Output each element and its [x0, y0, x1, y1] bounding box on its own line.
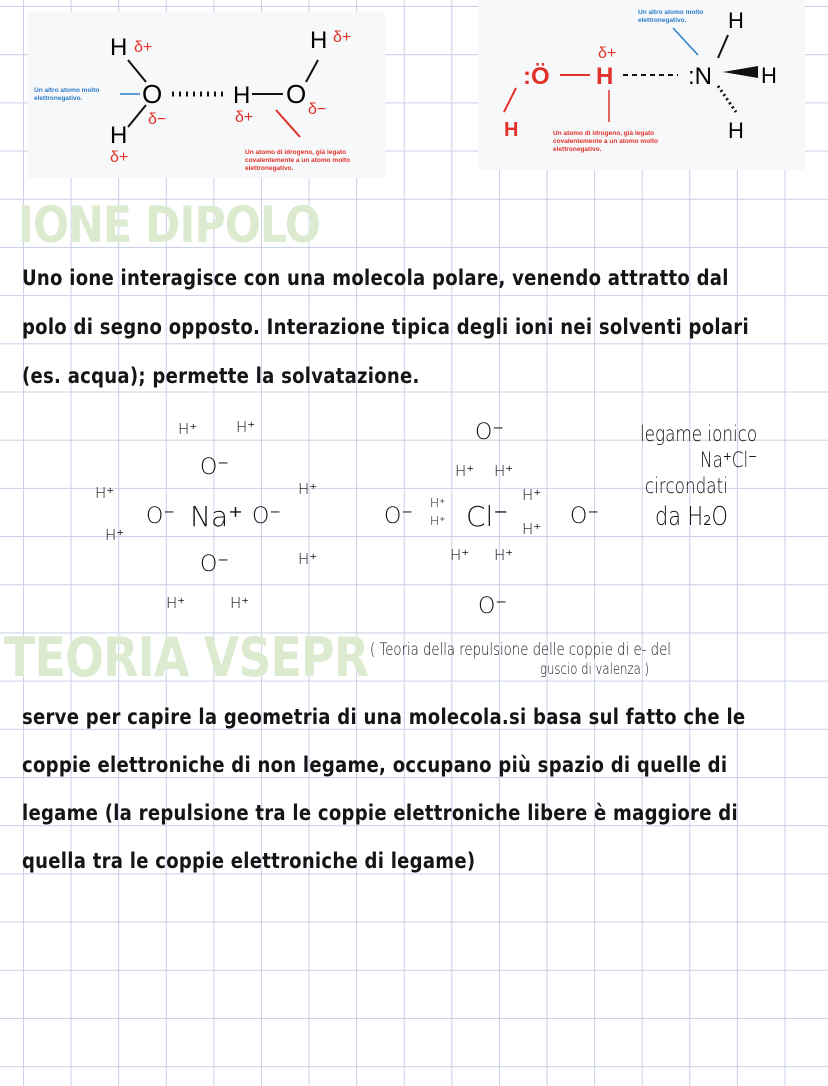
paragraph-line: serve per capire la geometria di una molecola.si basa sul fatto che le — [22, 705, 746, 729]
paragraph-line: legame (la repulsione tra le coppie elettroniche libere è maggiore di — [22, 801, 738, 825]
sketch-h: H⁺ — [298, 550, 318, 568]
sketch-h: H⁺ — [236, 418, 256, 436]
sketch-h: H⁺ — [166, 594, 186, 612]
annotation: Un atomo di idrogeno, già legato — [245, 149, 347, 156]
vsepr-subtitle: guscio di valenza ) — [540, 660, 650, 678]
paragraph-line: coppie elettroniche di non legame, occupano più spazio di quelle di — [22, 753, 728, 777]
sketch-o: O⁻ — [252, 504, 281, 529]
sketch-o: O⁻ — [478, 594, 507, 619]
charge-label: δ+ — [235, 109, 254, 126]
atom-h: H — [596, 63, 614, 90]
atom-h: H — [504, 119, 519, 141]
sketch-h: H⁺ — [230, 594, 250, 612]
sketch-center-ion: Na⁺ — [190, 500, 243, 533]
paragraph-line: Uno ione interagisce con una molecola polare, venendo attratto dal — [22, 266, 729, 290]
atom-n: :N — [688, 63, 712, 90]
section-title-teoria-vsepr: TEORIA VSEPR — [4, 626, 369, 689]
sketch-h: H⁺ — [522, 486, 542, 504]
charge-label: δ+ — [110, 149, 129, 166]
charge-label: δ+ — [598, 45, 617, 62]
atom-h: H — [110, 34, 128, 61]
paragraph-line: (es. acqua); permette la solvatazione. — [22, 364, 420, 388]
sketch-h: H⁺ — [522, 520, 542, 538]
atom-h: H — [110, 122, 128, 149]
annotation: covalentemente a un atomo molto — [553, 138, 659, 145]
atom-h: H — [728, 8, 744, 33]
annotation: Un atomo di idrogeno, già legato — [553, 130, 655, 137]
hydrogen-bond-ammonia-figure — [478, 0, 805, 170]
atom-o: O — [142, 79, 163, 109]
annotation: elettronegativo. — [553, 146, 602, 153]
annotation: covalentemente a un atomo molto — [245, 157, 351, 164]
atom-h: H — [728, 118, 744, 143]
sketch-center-ion: Cl⁻ — [466, 500, 509, 533]
sketch-h: H⁺ — [450, 546, 470, 564]
sketch-o: O⁻ — [200, 455, 229, 480]
paragraph-line: quella tra le coppie elettroniche di legame) — [22, 849, 476, 873]
vsepr-subtitle: ( Teoria della repulsione delle coppie di e- del — [370, 640, 671, 660]
section-title-ione-dipolo: IONE DIPOLO — [18, 196, 321, 254]
annotation: Un altro atomo molto — [638, 9, 704, 16]
sketch-h: H⁺ — [494, 462, 514, 480]
water-dimer-diagram — [28, 12, 385, 178]
sketch-o: O⁻ — [146, 504, 175, 529]
annotation: elettronegativo. — [638, 17, 687, 24]
charge-label: δ− — [148, 111, 167, 128]
side-note-line: circondati — [645, 474, 728, 498]
sketch-h: H⁺ — [494, 546, 514, 564]
sketch-o: O⁻ — [475, 420, 504, 445]
paragraph-line: polo di segno opposto. Interazione tipica degli ioni nei solventi polari — [22, 315, 749, 339]
sketch-h: H⁺ — [430, 496, 446, 510]
sketch-h: H⁺ — [430, 514, 446, 528]
sketch-o: O⁻ — [384, 504, 413, 529]
annotation: elettronegativo. — [34, 95, 83, 102]
sketch-h: H⁺ — [95, 484, 115, 502]
atom-h: H — [233, 82, 251, 109]
side-note-line: legame ionico — [640, 422, 758, 446]
sketch-o: O⁻ — [200, 552, 229, 577]
atom-h: H — [310, 27, 328, 54]
water-ammonia-diagram — [478, 0, 805, 170]
annotation: elettronegativo. — [245, 165, 294, 172]
atom-o: :Ö — [523, 63, 550, 90]
sketch-h: H⁺ — [178, 420, 198, 438]
side-note-line: da H₂O — [655, 502, 728, 532]
annotation: Un altro atomo molto — [34, 87, 100, 94]
hydrogen-bond-water-figure — [28, 12, 385, 178]
charge-label: δ− — [308, 101, 327, 118]
side-note-line: Na⁺Cl⁻ — [700, 448, 757, 472]
sketch-o: O⁻ — [570, 504, 599, 529]
atom-h: H — [761, 63, 777, 88]
sketch-h: H⁺ — [105, 526, 125, 544]
sketch-h: H⁺ — [298, 480, 318, 498]
charge-label: δ+ — [333, 29, 352, 46]
atom-o: O — [286, 79, 307, 109]
sketch-h: H⁺ — [455, 462, 475, 480]
charge-label: δ+ — [134, 39, 153, 56]
